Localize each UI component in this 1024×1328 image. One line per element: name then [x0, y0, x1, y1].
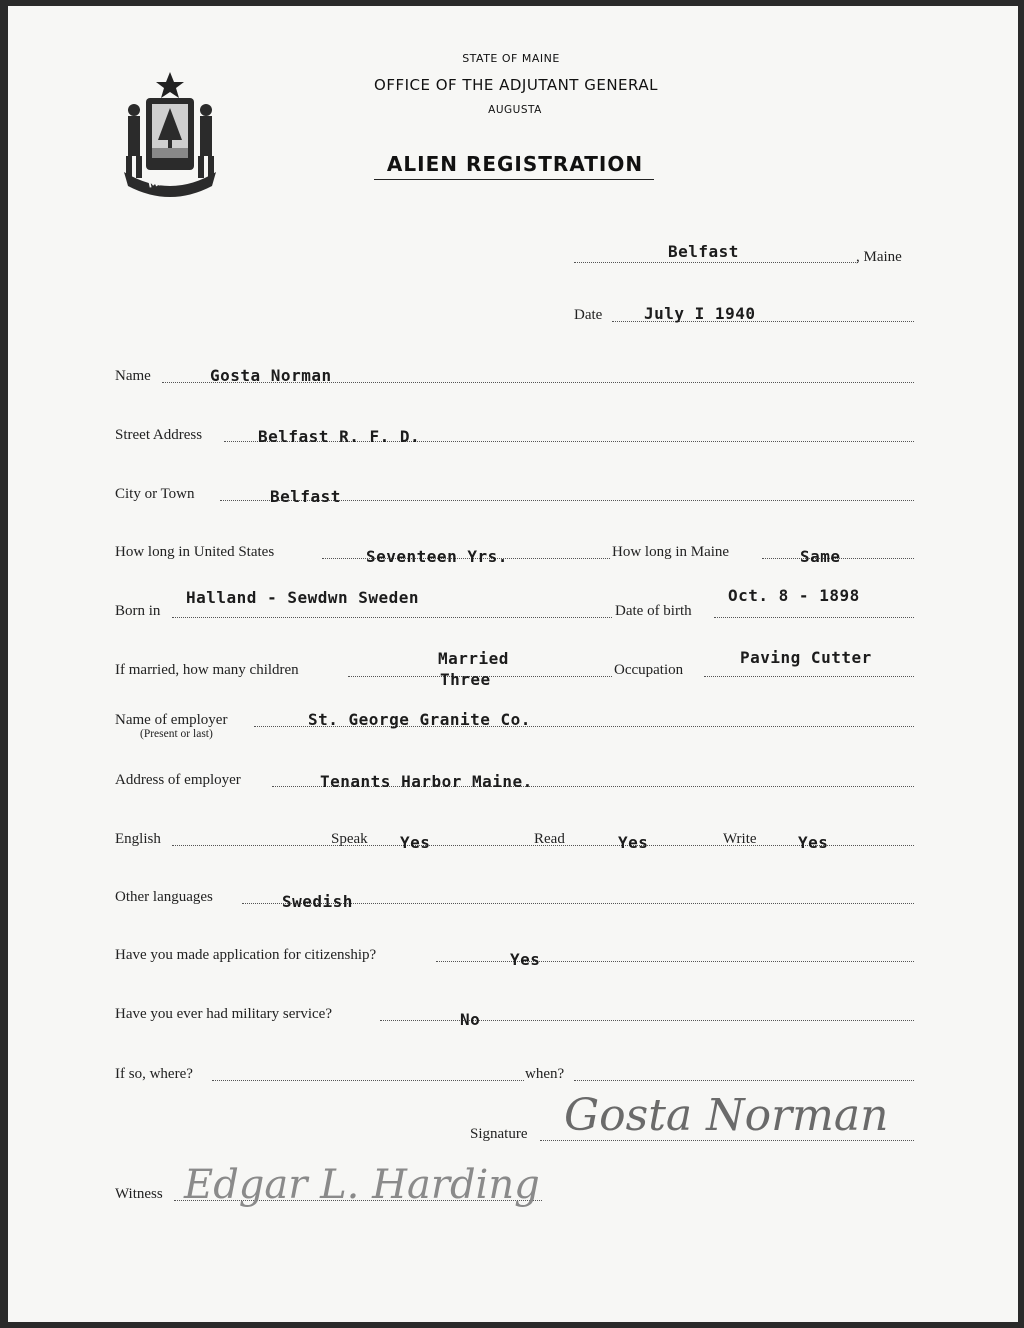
header-office: OFFICE OF THE ADJUTANT GENERAL [374, 76, 658, 94]
speak-label: Speak [331, 831, 368, 847]
other-languages-value[interactable]: Swedish [282, 892, 353, 911]
when-line[interactable] [574, 1080, 914, 1081]
where-line[interactable] [212, 1080, 524, 1081]
name-value[interactable]: Gosta Norman [210, 366, 332, 385]
date-value[interactable]: July I 1940 [644, 304, 756, 323]
military-value[interactable]: No [460, 1010, 481, 1029]
other-languages-label: Other languages [115, 889, 213, 905]
city-value[interactable]: Belfast [270, 487, 341, 506]
street-value[interactable]: Belfast R. F. D. [258, 427, 421, 446]
birth-date-value[interactable]: Oct. 8 - 1898 [728, 586, 860, 605]
speak-value[interactable]: Yes [400, 833, 431, 852]
location-line [574, 262, 858, 263]
citizenship-label: Have you made application for citizenship? [115, 947, 377, 963]
where-label: If so, where? [115, 1066, 193, 1082]
city-label: City or Town [115, 486, 195, 502]
maine-duration-value[interactable]: Same [800, 547, 841, 566]
write-value[interactable]: Yes [798, 833, 829, 852]
employer-sublabel: (Present or last) [140, 728, 213, 740]
witness-signature[interactable]: Edgar L. Harding [184, 1162, 540, 1208]
name-label: Name [115, 368, 151, 384]
location-suffix: , Maine [856, 249, 902, 265]
born-label: Born in [115, 603, 161, 619]
maine-duration-label: How long in Maine [612, 544, 730, 560]
witness-label: Witness [115, 1186, 163, 1202]
born-value[interactable]: Halland - Sewdwn Sweden [186, 588, 420, 607]
english-label: English [115, 831, 161, 847]
occupation-line [704, 676, 914, 677]
date-label: Date [574, 307, 603, 323]
birth-date-label: Date of birth [615, 603, 692, 619]
read-label: Read [534, 831, 565, 847]
registration-form [8, 6, 1018, 1322]
employer-address-value[interactable]: Tenants Harbor Maine. [320, 772, 533, 791]
children-value-line1[interactable]: Married [438, 649, 509, 668]
signature-value[interactable]: Gosta Norman [564, 1090, 889, 1141]
employer-label: Name of employer [115, 712, 228, 728]
form-title: ALIEN REGISTRATION [386, 152, 644, 176]
born-line [172, 617, 612, 618]
location-value[interactable]: Belfast [668, 242, 739, 261]
birth-date-line [714, 617, 914, 618]
military-label: Have you ever had military service? [115, 1006, 332, 1022]
read-value[interactable]: Yes [618, 833, 649, 852]
citizenship-line [436, 961, 914, 962]
children-value-line2[interactable]: Three [440, 670, 491, 689]
signature-label: Signature [470, 1126, 528, 1142]
employer-address-label: Address of employer [115, 772, 241, 788]
title-underline [374, 179, 654, 180]
header-city: AUGUSTA [488, 104, 542, 116]
occupation-label: Occupation [614, 662, 684, 678]
employer-value[interactable]: St. George Granite Co. [308, 710, 531, 729]
us-duration-label: How long in United States [115, 544, 275, 560]
street-label: Street Address [115, 427, 203, 443]
write-label: Write [723, 831, 757, 847]
us-duration-value[interactable]: Seventeen Yrs. [366, 547, 508, 566]
citizenship-value[interactable]: Yes [510, 950, 541, 969]
children-label: If married, how many children [115, 662, 299, 678]
header-state: STATE OF MAINE [462, 52, 560, 65]
seal-motto: MAINE [147, 172, 186, 191]
when-label: when? [525, 1066, 565, 1082]
occupation-value[interactable]: Paving Cutter [740, 648, 872, 667]
